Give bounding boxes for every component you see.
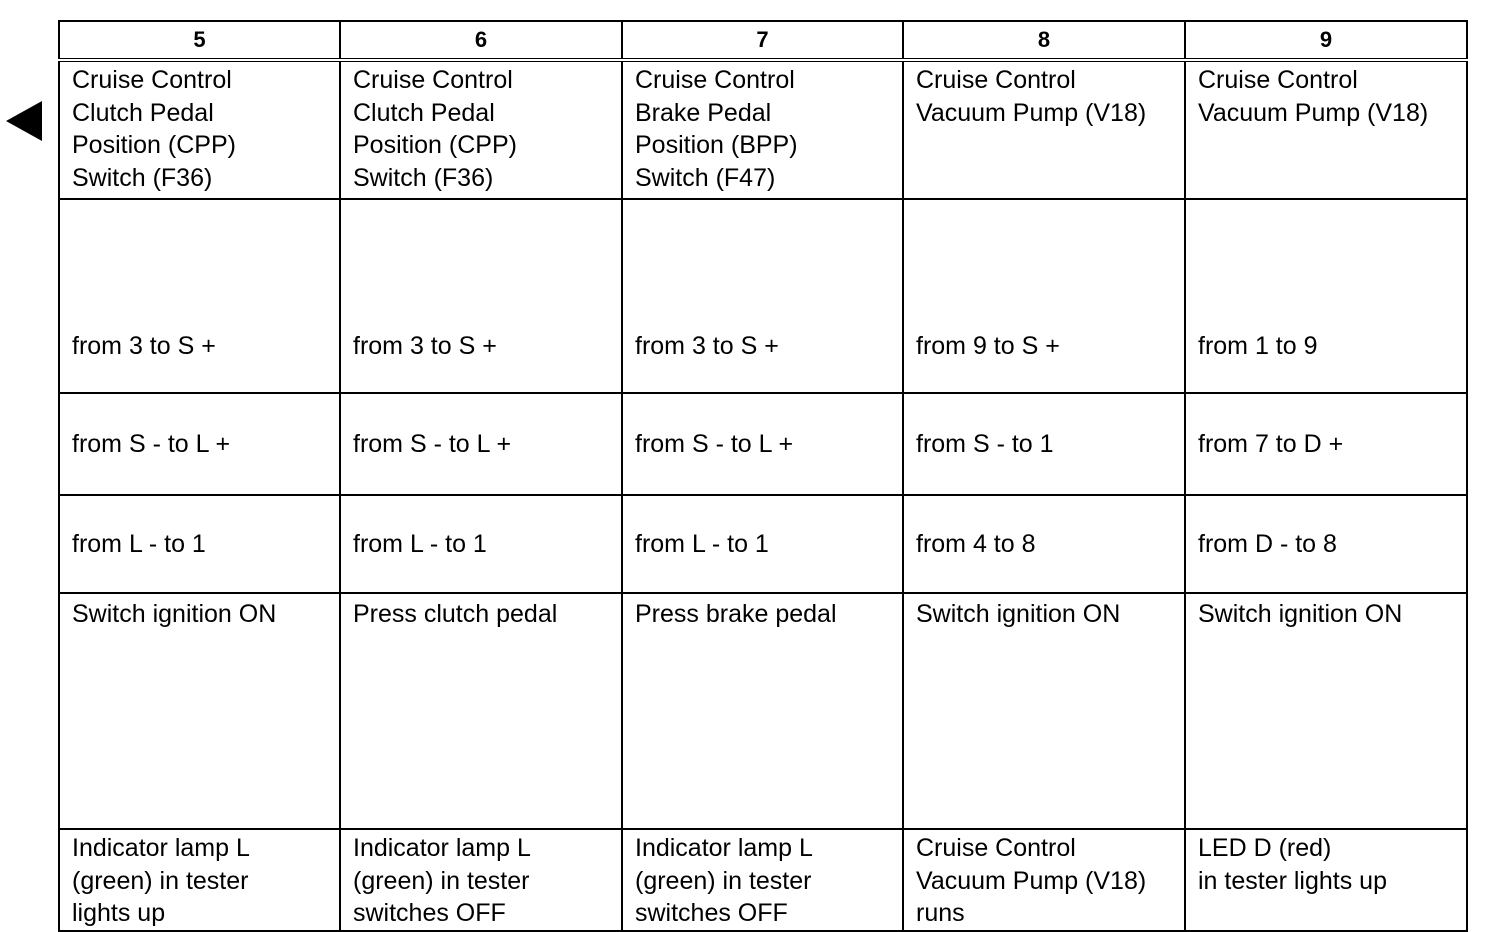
step-number: 6 — [340, 21, 622, 60]
connection-cell: from L - to 1 — [340, 495, 622, 593]
result-row — [59, 829, 1467, 931]
result-line: lights up — [72, 899, 166, 927]
connection-cell: from L - to 1 — [622, 495, 903, 593]
component-line: Position (BPP) — [635, 131, 798, 159]
connection-cell: from 4 to 8 — [903, 495, 1185, 593]
connection-row-2 — [59, 393, 1467, 495]
component-line: Position (CPP) — [353, 131, 517, 159]
action-cell: Press brake pedal — [622, 593, 903, 829]
component-line: Switch (F36) — [353, 163, 494, 192]
component-line: Brake Pedal — [635, 98, 772, 127]
component-line: Cruise Control — [72, 66, 232, 94]
step-number: 5 — [59, 21, 340, 60]
component-line: Switch (F36) — [72, 163, 213, 192]
connection-cell: from S - to L + — [59, 393, 340, 495]
component-line: Switch (F47) — [635, 163, 776, 192]
connection-row-1 — [59, 199, 1467, 393]
result-cell — [1185, 829, 1467, 931]
component-line: Vacuum Pump (V18) — [1198, 98, 1429, 127]
result-cell — [903, 829, 1185, 931]
connection-cell: from 3 to S + — [622, 199, 903, 393]
component-cell — [1185, 60, 1467, 199]
component-line: Position (CPP) — [72, 131, 236, 159]
step-number: 7 — [622, 21, 903, 60]
connection-cell: from 3 to S + — [340, 199, 622, 393]
component-line: Cruise Control — [1198, 66, 1358, 94]
result-line: in tester lights up — [1198, 866, 1387, 895]
action-cell: Switch ignition ON — [903, 593, 1185, 829]
connection-cell: from 9 to S + — [903, 199, 1185, 393]
result-line: runs — [916, 899, 965, 927]
step-number: 8 — [903, 21, 1185, 60]
component-cell — [903, 60, 1185, 199]
test-steps-table — [58, 20, 1468, 932]
connection-cell: from 7 to D + — [1185, 393, 1467, 495]
result-line: switches OFF — [353, 899, 506, 927]
result-cell — [59, 829, 340, 931]
result-line: (green) in tester — [353, 866, 530, 895]
component-line: Vacuum Pump (V18) — [916, 98, 1147, 127]
result-line: Indicator lamp L — [635, 834, 813, 862]
connection-cell: from S - to L + — [622, 393, 903, 495]
connection-cell: from 1 to 9 — [1185, 199, 1467, 393]
connection-cell: from D - to 8 — [1185, 495, 1467, 593]
component-line: Cruise Control — [353, 66, 513, 94]
result-cell — [340, 829, 622, 931]
action-row — [59, 593, 1467, 829]
connection-cell: from L - to 1 — [59, 495, 340, 593]
result-line: Vacuum Pump (V18) — [916, 866, 1147, 895]
result-line: Indicator lamp L — [72, 834, 250, 862]
connection-cell: from 3 to S + — [59, 199, 340, 393]
component-cell — [59, 60, 340, 199]
action-cell: Switch ignition ON — [59, 593, 340, 829]
action-cell: Switch ignition ON — [1185, 593, 1467, 829]
component-row — [59, 60, 1467, 199]
connection-cell: from S - to L + — [340, 393, 622, 495]
result-line: LED D (red) — [1198, 834, 1332, 862]
result-line: (green) in tester — [72, 866, 249, 895]
component-line: Clutch Pedal — [72, 98, 214, 127]
result-line: switches OFF — [635, 899, 788, 927]
result-line: (green) in tester — [635, 866, 812, 895]
component-line: Cruise Control — [635, 66, 795, 94]
component-cell — [340, 60, 622, 199]
left-arrow-icon — [6, 101, 42, 141]
result-cell — [622, 829, 903, 931]
connection-row-3 — [59, 495, 1467, 593]
result-line: Indicator lamp L — [353, 834, 531, 862]
action-cell: Press clutch pedal — [340, 593, 622, 829]
step-number: 9 — [1185, 21, 1467, 60]
component-cell — [622, 60, 903, 199]
component-line: Clutch Pedal — [353, 98, 495, 127]
component-line: Cruise Control — [916, 66, 1076, 94]
connection-cell: from S - to 1 — [903, 393, 1185, 495]
step-number-row — [59, 21, 1467, 60]
result-line: Cruise Control — [916, 834, 1076, 862]
